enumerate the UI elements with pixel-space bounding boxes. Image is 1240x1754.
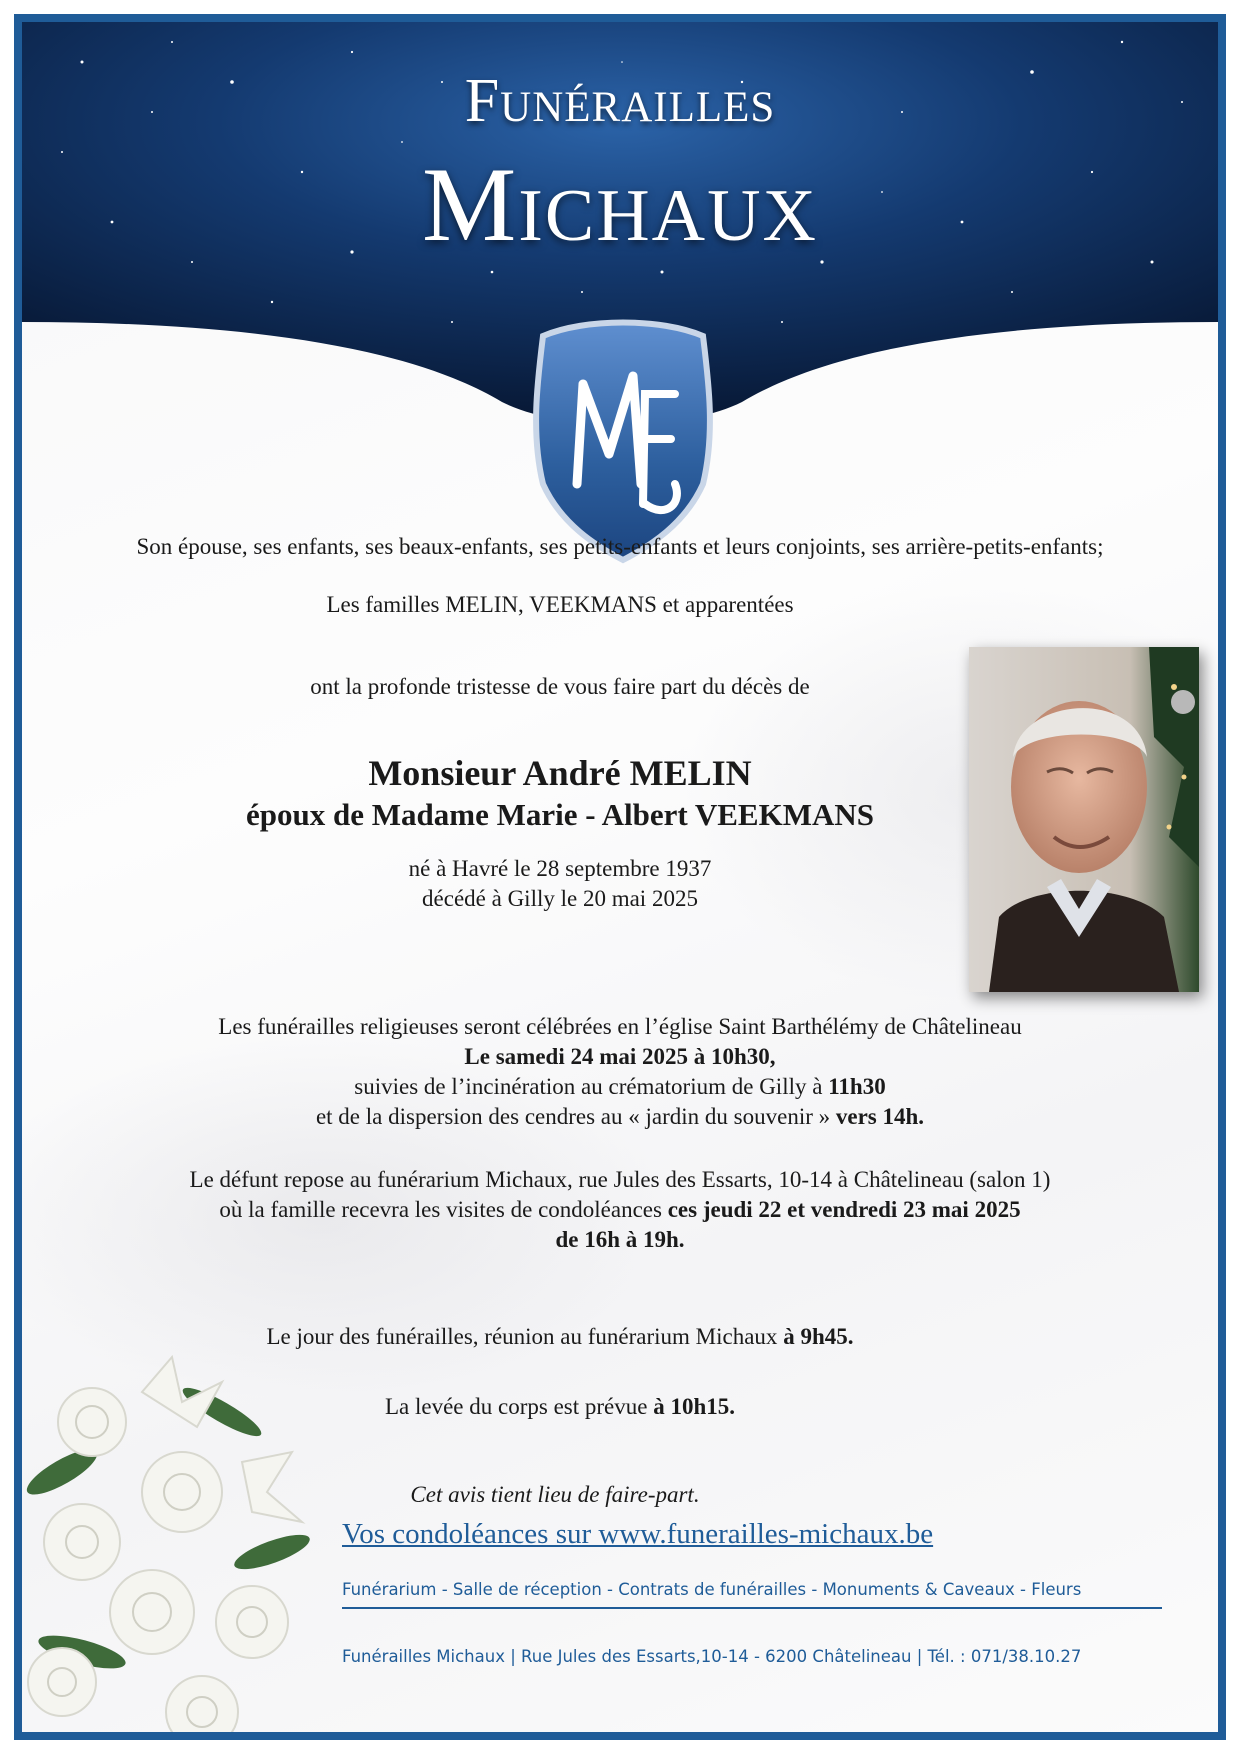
services-list: Funérarium - Salle de réception - Contrats de funérailles - Monuments & Caveaux - Fleurs [342, 1580, 1162, 1609]
condolences-website-link[interactable]: Vos condoléances sur www.funerailles-michaux.be [342, 1518, 934, 1550]
spouse-line: époux de Madame Marie - Albert VEEKMANS [246, 797, 874, 832]
families-text: Les familles MELIN, VEEKMANS et apparentées [326, 592, 794, 617]
brand-line-funerailles: Funérailles [464, 67, 776, 135]
dispersion-text: et de la dispersion des cendres au « jardin du souvenir » [315, 1104, 836, 1129]
faire-part-note: Cet avis tient lieu de faire-part. [410, 1482, 700, 1507]
ceremony-date: Le samedi 24 mai 2025 à 10h30, [464, 1044, 776, 1069]
visitation-line-1: Le défunt repose au funérarium Michaux, rue Jules des Essarts, 10-14 à Châtelineau (salon 1) [189, 1167, 1051, 1192]
family-line [22, 532, 1218, 562]
contact-address: Funérailles Michaux | Rue Jules des Essarts,10-14 - 6200 Châtelineau | Tél. : 071/38.10.27 [342, 1647, 1082, 1666]
mf-crest-logo [525, 314, 721, 564]
visitation-dates: ces jeudi 22 et vendredi 23 mai 2025 [667, 1197, 1021, 1222]
deceased-name: Monsieur André MELIN [368, 753, 752, 793]
removal-text: La levée du corps est prévue [384, 1394, 654, 1419]
visitation-block [22, 1165, 1218, 1255]
white-flowers-decoration [22, 1352, 322, 1740]
obituary-page [14, 14, 1226, 1740]
family-line-text: Son épouse, ses enfants, ses beaux-enfants, ses petits-enfants et leurs conjoints, ses arrière-petits-enfants; [136, 534, 1104, 559]
ceremony-block [22, 1012, 1218, 1132]
meeting-text: Le jour des funérailles, réunion au funérarium Michaux [266, 1324, 784, 1349]
cremation-time: 11h30 [828, 1074, 886, 1099]
birth-line: né à Havré le 28 septembre 1937 [408, 856, 712, 881]
dispersion-time: vers 14h. [835, 1104, 925, 1129]
sorrow-text: ont la profonde tristesse de vous faire part du décès de [310, 674, 810, 699]
portrait-photo [969, 647, 1199, 992]
death-line: décédé à Gilly le 20 mai 2025 [422, 886, 698, 911]
removal-time: à 10h15. [653, 1394, 735, 1419]
meeting-block [22, 1322, 1218, 1352]
ceremony-line-1: Les funérailles religieuses seront célébrées en l’église Saint Barthélémy de Châtelineau [218, 1014, 1022, 1039]
visitation-hours: de 16h à 19h. [555, 1227, 685, 1252]
brand-line-michaux: Michaux [421, 146, 818, 263]
cremation-text: suivies de l’incinération au crématorium de Gilly à [354, 1074, 829, 1099]
meeting-time: à 9h45. [783, 1324, 854, 1349]
families-block [22, 590, 1218, 620]
visitation-line-2: où la famille recevra les visites de condoléances [219, 1197, 668, 1222]
